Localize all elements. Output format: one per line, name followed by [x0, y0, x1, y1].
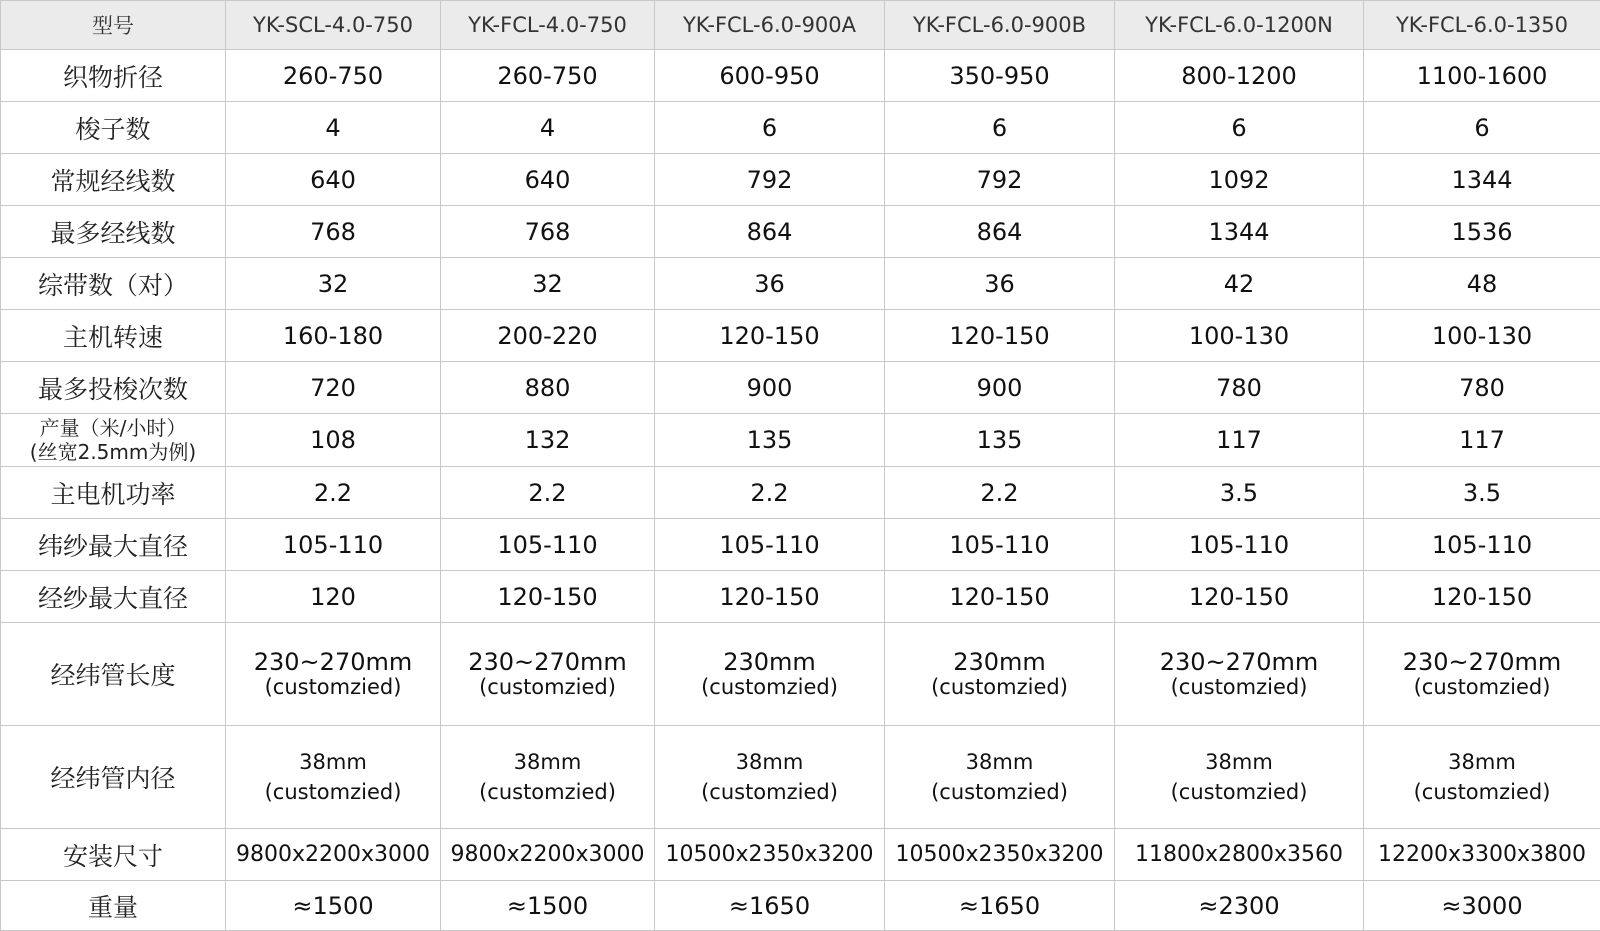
table-cell: 1536: [1364, 206, 1600, 258]
cell-note: (customzied): [1413, 780, 1551, 804]
table-cell: 200-220: [441, 310, 655, 362]
table-cell: [1364, 726, 1600, 829]
table-cell: [885, 726, 1115, 829]
table-cell: 120-150: [655, 571, 885, 623]
cell-value: 230mm: [953, 647, 1046, 676]
table-cell: [885, 623, 1115, 726]
header-label: 型号: [1, 1, 226, 50]
table-row: [1, 623, 1600, 726]
table-cell: 1344: [1115, 206, 1364, 258]
table-cell: [655, 726, 885, 829]
row-label: 最多投梭次数: [1, 362, 226, 414]
cell-value: 230~270mm: [1159, 647, 1319, 676]
cell-note: (customzied): [1170, 674, 1308, 699]
table-cell: 48: [1364, 258, 1600, 310]
table-cell: ≈1500: [226, 881, 441, 931]
table-cell: 1344: [1364, 154, 1600, 206]
cell-note: (customzied): [1413, 674, 1551, 699]
table-cell: 32: [226, 258, 441, 310]
row-label: 最多经线数: [1, 206, 226, 258]
cell-value: 38mm: [513, 750, 582, 774]
row-label-line: 产量（米/小时）: [39, 416, 187, 440]
table-cell: ≈1650: [655, 881, 885, 931]
table-cell: 42: [1115, 258, 1364, 310]
table-cell: [655, 623, 885, 726]
table-cell: 10500x2350x3200: [885, 829, 1115, 881]
table-cell: 3.5: [1115, 467, 1364, 519]
table-cell: 780: [1115, 362, 1364, 414]
cell-value: 230~270mm: [1402, 647, 1562, 676]
table-cell: 792: [655, 154, 885, 206]
header-row: [1, 1, 1600, 50]
table-row: [1, 310, 1600, 362]
cell-value: 38mm: [735, 750, 804, 774]
row-label: 主电机功率: [1, 467, 226, 519]
table-row: [1, 362, 1600, 414]
table-cell: 792: [885, 154, 1115, 206]
table-cell: ≈1650: [885, 881, 1115, 931]
table-row: [1, 102, 1600, 154]
table-cell: 9800x2200x3000: [441, 829, 655, 881]
table-cell: 900: [885, 362, 1115, 414]
table-cell: 108: [226, 414, 441, 467]
table-cell: 1100-1600: [1364, 50, 1600, 102]
table-row: [1, 726, 1600, 829]
table-cell: 900: [655, 362, 885, 414]
table-cell: 105-110: [1364, 519, 1600, 571]
table-cell: 880: [441, 362, 655, 414]
table-row: [1, 258, 1600, 310]
table-row: [1, 829, 1600, 881]
table-cell: 4: [441, 102, 655, 154]
table-cell: 800-1200: [1115, 50, 1364, 102]
table-cell: 9800x2200x3000: [226, 829, 441, 881]
table-row: [1, 50, 1600, 102]
table-cell: 105-110: [226, 519, 441, 571]
cell-note: (customzied): [479, 674, 616, 699]
table-cell: [441, 623, 655, 726]
table-cell: [441, 726, 655, 829]
table-row: [1, 881, 1600, 931]
cell-note: (customzied): [264, 780, 402, 804]
row-label: 安装尺寸: [1, 829, 226, 881]
table-cell: 6: [1364, 102, 1600, 154]
table-cell: 120-150: [885, 310, 1115, 362]
cell-note: (customzied): [701, 674, 838, 699]
cell-value: 230~270mm: [253, 647, 413, 676]
table-cell: ≈3000: [1364, 881, 1600, 931]
model-header: YK-FCL-6.0-900A: [655, 1, 885, 50]
table-cell: 2.2: [885, 467, 1115, 519]
table-cell: 120-150: [1115, 571, 1364, 623]
cell-note: (customzied): [931, 780, 1068, 804]
row-label-note: (丝宽2.5mm为例): [29, 440, 197, 464]
row-label: 综带数（对）: [1, 258, 226, 310]
table-cell: 105-110: [655, 519, 885, 571]
table-cell: 105-110: [441, 519, 655, 571]
table-row: [1, 467, 1600, 519]
row-label: 主机转速: [1, 310, 226, 362]
table-row: [1, 571, 1600, 623]
model-header: YK-FCL-6.0-1200N: [1115, 1, 1364, 50]
table-cell: 768: [441, 206, 655, 258]
cell-value: 38mm: [1448, 750, 1516, 774]
table-cell: 720: [226, 362, 441, 414]
table-cell: 32: [441, 258, 655, 310]
table-cell: 117: [1115, 414, 1364, 467]
table-cell: 6: [885, 102, 1115, 154]
model-header: YK-FCL-6.0-1350: [1364, 1, 1600, 50]
cell-value: 38mm: [299, 750, 367, 774]
table-cell: 105-110: [885, 519, 1115, 571]
table-cell: [226, 623, 441, 726]
cell-note: (customzied): [264, 674, 402, 699]
table-cell: 10500x2350x3200: [655, 829, 885, 881]
table-cell: [1115, 726, 1364, 829]
table-cell: 132: [441, 414, 655, 467]
model-header: YK-FCL-4.0-750: [441, 1, 655, 50]
table-cell: 100-130: [1115, 310, 1364, 362]
cell-value: 38mm: [1205, 750, 1273, 774]
table-cell: [1115, 623, 1364, 726]
table-row: [1, 414, 1600, 467]
model-header: YK-SCL-4.0-750: [226, 1, 441, 50]
table-cell: 120-150: [441, 571, 655, 623]
table-cell: 768: [226, 206, 441, 258]
table-cell: 2.2: [655, 467, 885, 519]
table-cell: ≈1500: [441, 881, 655, 931]
table-cell: 1092: [1115, 154, 1364, 206]
cell-value: 230~270mm: [468, 647, 627, 676]
table-cell: 12200x3300x3800: [1364, 829, 1600, 881]
table-cell: 600-950: [655, 50, 885, 102]
table-cell: ≈2300: [1115, 881, 1364, 931]
table-cell: 864: [655, 206, 885, 258]
row-label: 重量: [1, 881, 226, 931]
table-cell: 350-950: [885, 50, 1115, 102]
table-cell: 120-150: [1364, 571, 1600, 623]
table-cell: 120: [226, 571, 441, 623]
cell-note: (customzied): [479, 780, 616, 804]
table-row: [1, 154, 1600, 206]
cell-note: (customzied): [931, 674, 1068, 699]
table-cell: 120-150: [655, 310, 885, 362]
table-cell: 3.5: [1364, 467, 1600, 519]
row-label: 梭子数: [1, 102, 226, 154]
table-cell: 864: [885, 206, 1115, 258]
table-row: [1, 206, 1600, 258]
table-cell: 36: [655, 258, 885, 310]
table-cell: 135: [885, 414, 1115, 467]
row-label: 织物折径: [1, 50, 226, 102]
table-cell: 260-750: [226, 50, 441, 102]
table-cell: 2.2: [226, 467, 441, 519]
table-cell: 260-750: [441, 50, 655, 102]
table-cell: 11800x2800x3560: [1115, 829, 1364, 881]
table-cell: 640: [226, 154, 441, 206]
table-cell: [226, 726, 441, 829]
table-cell: 780: [1364, 362, 1600, 414]
cell-value: 230mm: [723, 647, 816, 676]
table-cell: 117: [1364, 414, 1600, 467]
table-cell: 100-130: [1364, 310, 1600, 362]
cell-note: (customzied): [701, 780, 838, 804]
table-cell: 6: [655, 102, 885, 154]
table-cell: 2.2: [441, 467, 655, 519]
table-cell: 135: [655, 414, 885, 467]
table-cell: 640: [441, 154, 655, 206]
table-cell: [1364, 623, 1600, 726]
table-cell: 6: [1115, 102, 1364, 154]
table-cell: 105-110: [1115, 519, 1364, 571]
cell-value: 38mm: [965, 750, 1034, 774]
table-cell: 160-180: [226, 310, 441, 362]
table-row: [1, 519, 1600, 571]
row-label: 纬纱最大直径: [1, 519, 226, 571]
table-cell: 120-150: [885, 571, 1115, 623]
row-label: [1, 414, 226, 467]
table-cell: 36: [885, 258, 1115, 310]
row-label: 经纬管内径: [1, 726, 226, 829]
table-cell: 4: [226, 102, 441, 154]
row-label: 经纬管长度: [1, 623, 226, 726]
cell-note: (customzied): [1170, 780, 1308, 804]
row-label: 经纱最大直径: [1, 571, 226, 623]
row-label: 常规经线数: [1, 154, 226, 206]
model-header: YK-FCL-6.0-900B: [885, 1, 1115, 50]
